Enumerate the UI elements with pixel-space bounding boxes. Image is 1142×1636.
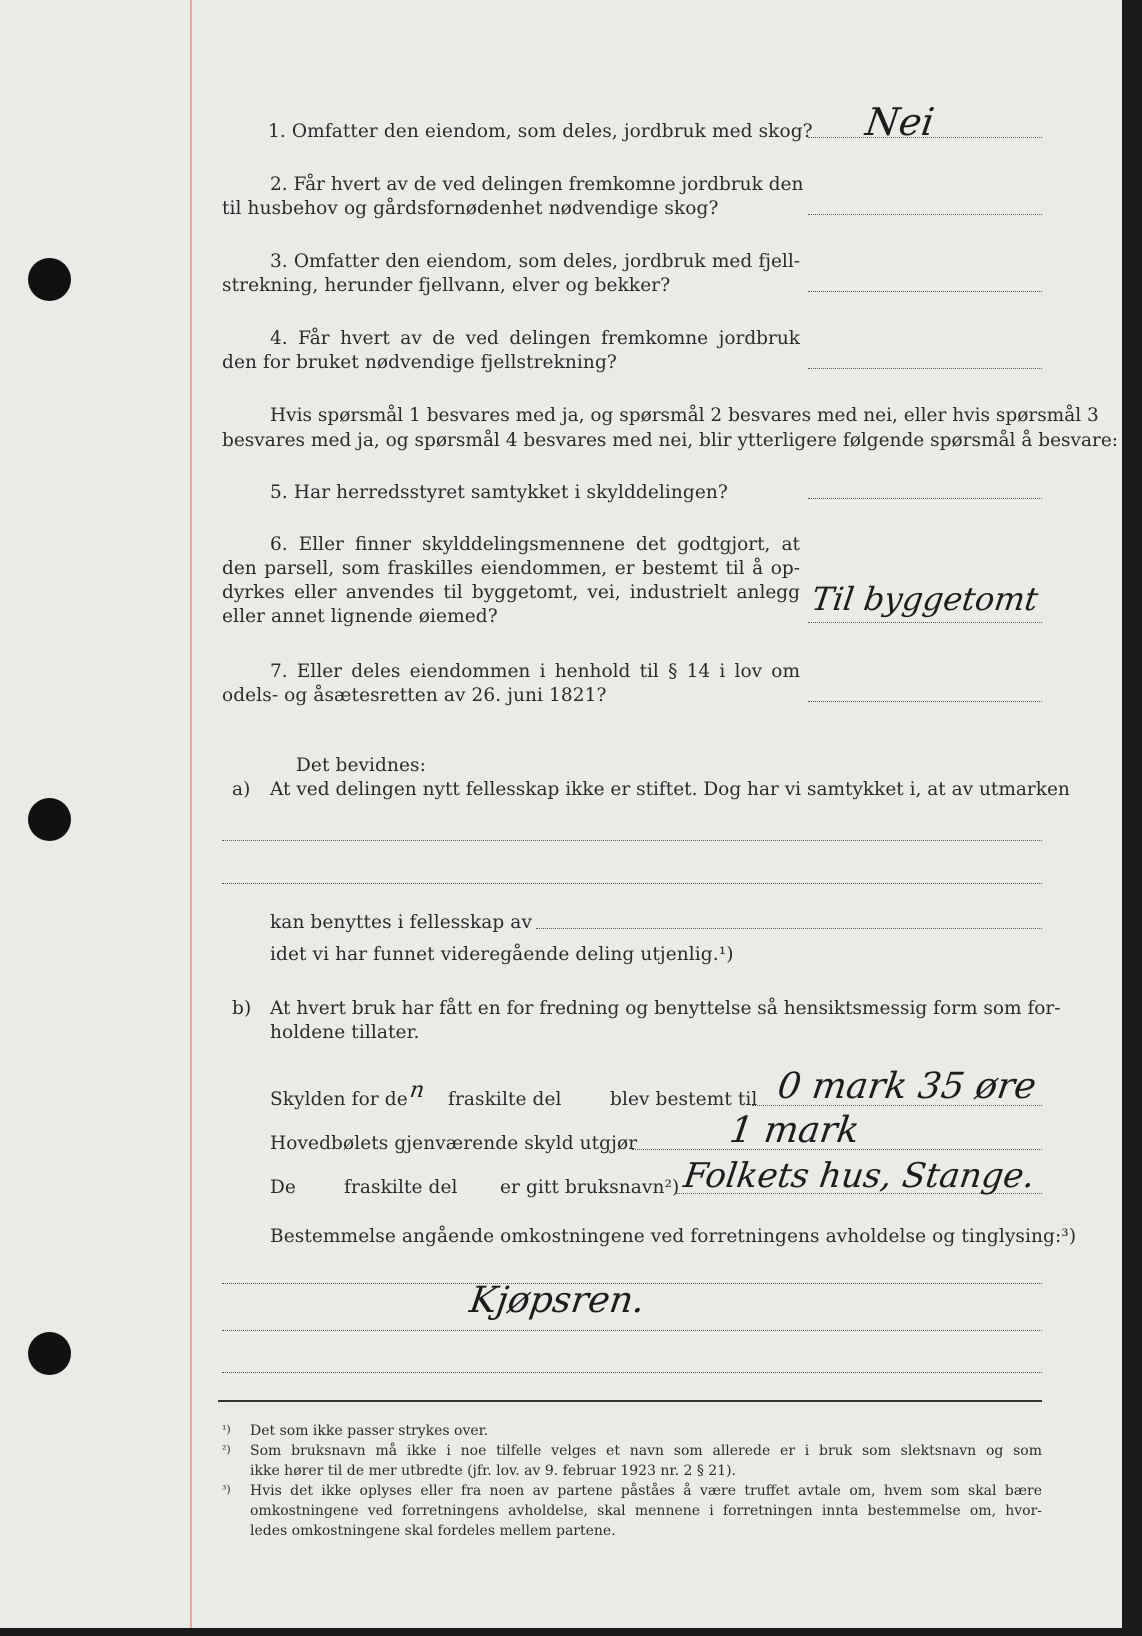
punch-hole bbox=[28, 1332, 71, 1375]
question-5-text: 5. Har herredsstyret samtykket i skylddelingen? bbox=[270, 482, 728, 503]
item-a-text: At ved delingen nytt fellesskap ikke er stiftet. Dog har vi samtykket i, at av utmarken bbox=[270, 779, 1070, 800]
question-6-line-3: dyrkes eller anvendes til byggetomt, vei, industrielt anlegg bbox=[222, 582, 800, 603]
item-a-common-use-line bbox=[536, 928, 1042, 929]
footnote-3-line-1: Hvis det ikke oplyses eller fra noen av partene påståes å være truffet avtale om, hvem som skal bære bbox=[250, 1483, 1042, 1499]
item-b-line-2: holdene tillater. bbox=[270, 1022, 420, 1043]
item-b-label: b) bbox=[232, 998, 252, 1019]
bruksnavn-label-mid: fraskilte del bbox=[344, 1177, 458, 1198]
item-a-common-use: kan benyttes i fellesskap av bbox=[270, 912, 532, 933]
skyld-label-mid: fraskilte del bbox=[448, 1089, 562, 1110]
condition-line-2: besvares med ja, og spørsmål 4 besvares med nei, blir ytterligere følgende spørsmål å besvare: bbox=[222, 430, 1119, 451]
item-b-line-1: At hvert bruk har fått en for fredning og benyttelse så hensiktsmessig form som for- bbox=[270, 998, 1061, 1019]
item-a-blank-line bbox=[222, 840, 1042, 841]
punch-hole bbox=[28, 798, 71, 841]
question-6-line-2: den parsell, som fraskilles eiendommen, er bestemt til å op- bbox=[222, 558, 800, 579]
item-a-blank-line bbox=[222, 883, 1042, 884]
footnote-2-line-1: Som bruksnavn må ikke i noe tilfelle velges et navn som allerede er i bruk som slektsnavn og som bbox=[250, 1443, 1042, 1459]
footnote-3-line-3: ledes omkostningene skal fordeles mellem partene. bbox=[250, 1523, 616, 1539]
bruksnavn-label-prefix: De bbox=[270, 1177, 296, 1198]
question-2-answer-line bbox=[808, 214, 1042, 215]
question-2-line-1: 2. Får hvert av de ved delingen fremkomne jordbruk den bbox=[270, 174, 804, 195]
hovedbol-value: 1 mark bbox=[727, 1110, 862, 1151]
footnote-3-line-2: omkostningene ved forretningens avholdelse, skal mennene i forretningen innta bestemmelse om, hvor- bbox=[250, 1503, 1042, 1519]
question-1-answer: Nei bbox=[862, 100, 937, 144]
footnote-1-text: Det som ikke passer strykes over. bbox=[250, 1423, 489, 1439]
signature: Kjøpsren. bbox=[467, 1280, 648, 1321]
bestemmelse-label: Bestemmelse angående omkostningene ved forretningens avholdelse og tinglysing:³) bbox=[270, 1226, 1077, 1247]
bruksnavn-label-suffix: er gitt bruksnavn²) bbox=[500, 1177, 680, 1198]
bestemmelse-line bbox=[222, 1372, 1042, 1373]
question-7-line-1: 7. Eller deles eiendommen i henhold til § 14 i lov om bbox=[270, 661, 800, 682]
question-2-line-2: til husbehov og gårdsfornødenhet nødvendige skog? bbox=[222, 198, 719, 219]
question-3-line-1: 3. Omfatter den eiendom, som deles, jordbruk med fjell- bbox=[270, 251, 800, 272]
question-6-answer: Til byggetomt bbox=[809, 580, 1041, 618]
footnote-3-mark: ³) bbox=[222, 1483, 231, 1496]
bestemmelse-line bbox=[222, 1330, 1042, 1331]
question-7-answer-line bbox=[808, 701, 1042, 702]
item-a-conclusion: idet vi har funnet videregående deling utjenlig.¹) bbox=[270, 944, 734, 965]
footnote-1-mark: ¹) bbox=[222, 1423, 231, 1436]
question-1-text: 1. Omfatter den eiendom, som deles, jordbruk med skog? bbox=[268, 121, 813, 142]
punch-hole bbox=[28, 258, 71, 301]
bruksnavn-value: Folkets hus, Stange. bbox=[681, 1156, 1038, 1196]
skyld-label-suffix: blev bestemt til bbox=[610, 1089, 758, 1110]
question-5-answer-line bbox=[808, 498, 1042, 499]
skyld-hand-suffix: n bbox=[408, 1078, 426, 1103]
question-6-line-1: 6. Eller finner skylddelingsmennene det godtgjort, at bbox=[270, 534, 800, 555]
question-4-line-2: den for bruket nødvendige fjellstrekning? bbox=[222, 352, 617, 373]
question-6-answer-line bbox=[808, 622, 1042, 623]
skyld-label-prefix: Skylden for de bbox=[270, 1089, 408, 1110]
hovedbol-label: Hovedbølets gjenværende skyld utgjør bbox=[270, 1133, 638, 1154]
footnote-2-line-2: ikke hører til de mer utbredte (jfr. lov. av 9. februar 1923 nr. 2 § 21). bbox=[250, 1463, 737, 1479]
item-a-label: a) bbox=[232, 779, 251, 800]
question-3-line-2: strekning, herunder fjellvann, elver og bekker? bbox=[222, 275, 671, 296]
condition-line-1: Hvis spørsmål 1 besvares med ja, og spørsmål 2 besvares med nei, eller hvis spørsmål 3 bbox=[270, 405, 1099, 426]
question-7-line-2: odels- og åsætesretten av 26. juni 1821? bbox=[222, 685, 607, 706]
question-6-line-4: eller annet lignende øiemed? bbox=[222, 606, 498, 627]
footnote-2-mark: ²) bbox=[222, 1443, 231, 1456]
question-3-answer-line bbox=[808, 291, 1042, 292]
skyld-value: 0 mark 35 øre bbox=[775, 1066, 1039, 1107]
question-4-answer-line bbox=[808, 368, 1042, 369]
certification-heading: Det bevidnes: bbox=[296, 755, 426, 776]
margin-line bbox=[190, 0, 192, 1628]
footnote-rule bbox=[218, 1400, 1042, 1402]
question-4-line-1: 4. Får hvert av de ved delingen fremkomne jordbruk bbox=[270, 328, 800, 349]
